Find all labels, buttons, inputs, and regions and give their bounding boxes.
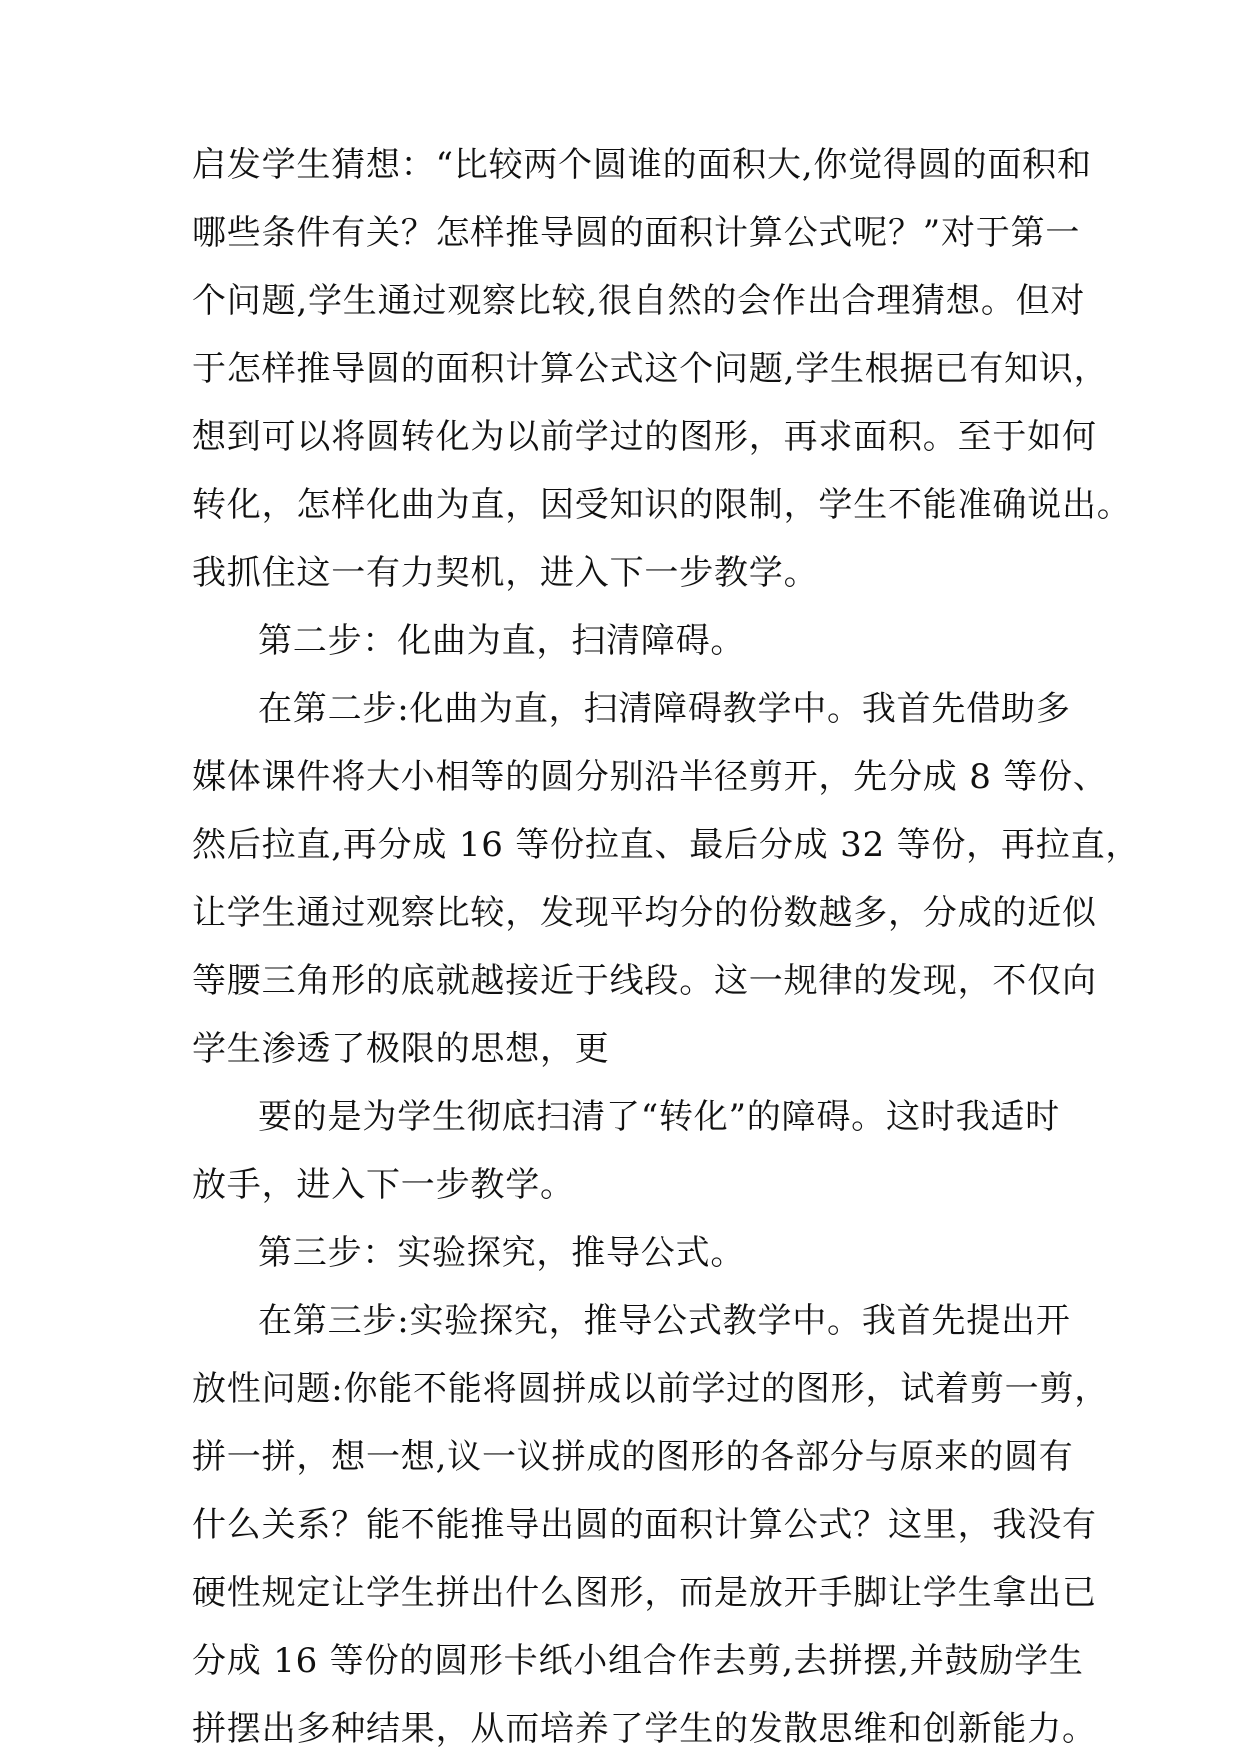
text-line: 在第三步:实验探究，推导公式教学中。我首先提出开 bbox=[258, 1301, 1071, 1341]
text-line: 放手，进入下一步教学。 bbox=[192, 1165, 575, 1205]
text-line: 启发学生猜想：“比较两个圆谁的面积大,你觉得圆的面积和 bbox=[192, 145, 1092, 185]
text-line: 要的是为学生彻底扫清了“转化”的障碍。这时我适时 bbox=[258, 1097, 1060, 1137]
text-line: 然后拉直,再分成 16 等份拉直、最后分成 32 等份，再拉直， bbox=[192, 825, 1141, 865]
text-line: 我抓住这一有力契机，进入下一步教学。 bbox=[192, 553, 819, 593]
text-line: 个问题,学生通过观察比较,很自然的会作出合理猜想。但对 bbox=[192, 281, 1086, 321]
text-line: 等腰三角形的底就越接近于线段。这一规律的发现，不仅向 bbox=[192, 961, 1097, 1001]
text-line: 于怎样推导圆的面积计算公式这个问题,学生根据已有知识， bbox=[192, 349, 1109, 389]
section-heading: 第二步：化曲为直，扫清障碍。 bbox=[258, 621, 746, 661]
text-line: 学生渗透了极限的思想，更 bbox=[192, 1029, 610, 1069]
text-line: 硬性规定让学生拼出什么图形，而是放开手脚让学生拿出已 bbox=[192, 1573, 1097, 1613]
text-line: 什么关系？能不能推导出圆的面积计算公式？这里，我没有 bbox=[192, 1505, 1097, 1545]
section-heading: 第三步：实验探究，推导公式。 bbox=[258, 1233, 746, 1273]
text-line: 想到可以将圆转化为以前学过的图形，再求面积。至于如何 bbox=[192, 417, 1097, 457]
text-line: 分成 16 等份的圆形卡纸小组合作去剪,去拼摆,并鼓励学生 bbox=[192, 1641, 1084, 1681]
text-line: 哪些条件有关？怎样推导圆的面积计算公式呢？”对于第一 bbox=[192, 213, 1081, 253]
text-line: 放性问题:你能不能将圆拼成以前学过的图形，试着剪一剪， bbox=[192, 1369, 1110, 1409]
text-line: 拼一拼，想一想,议一议拼成的图形的各部分与原来的圆有 bbox=[192, 1437, 1074, 1477]
text-line: 媒体课件将大小相等的圆分别沿半径剪开，先分成 8 等份、 bbox=[192, 757, 1108, 797]
text-line: 拼摆出多种结果，从而培养了学生的发散思维和创新能力。 bbox=[192, 1709, 1097, 1749]
text-line: 转化，怎样化曲为直，因受知识的限制，学生不能准确说出。 bbox=[192, 485, 1132, 525]
text-line: 在第二步:化曲为直，扫清障碍教学中。我首先借助多 bbox=[258, 689, 1071, 729]
text-line: 让学生通过观察比较，发现平均分的份数越多，分成的近似 bbox=[192, 893, 1097, 933]
